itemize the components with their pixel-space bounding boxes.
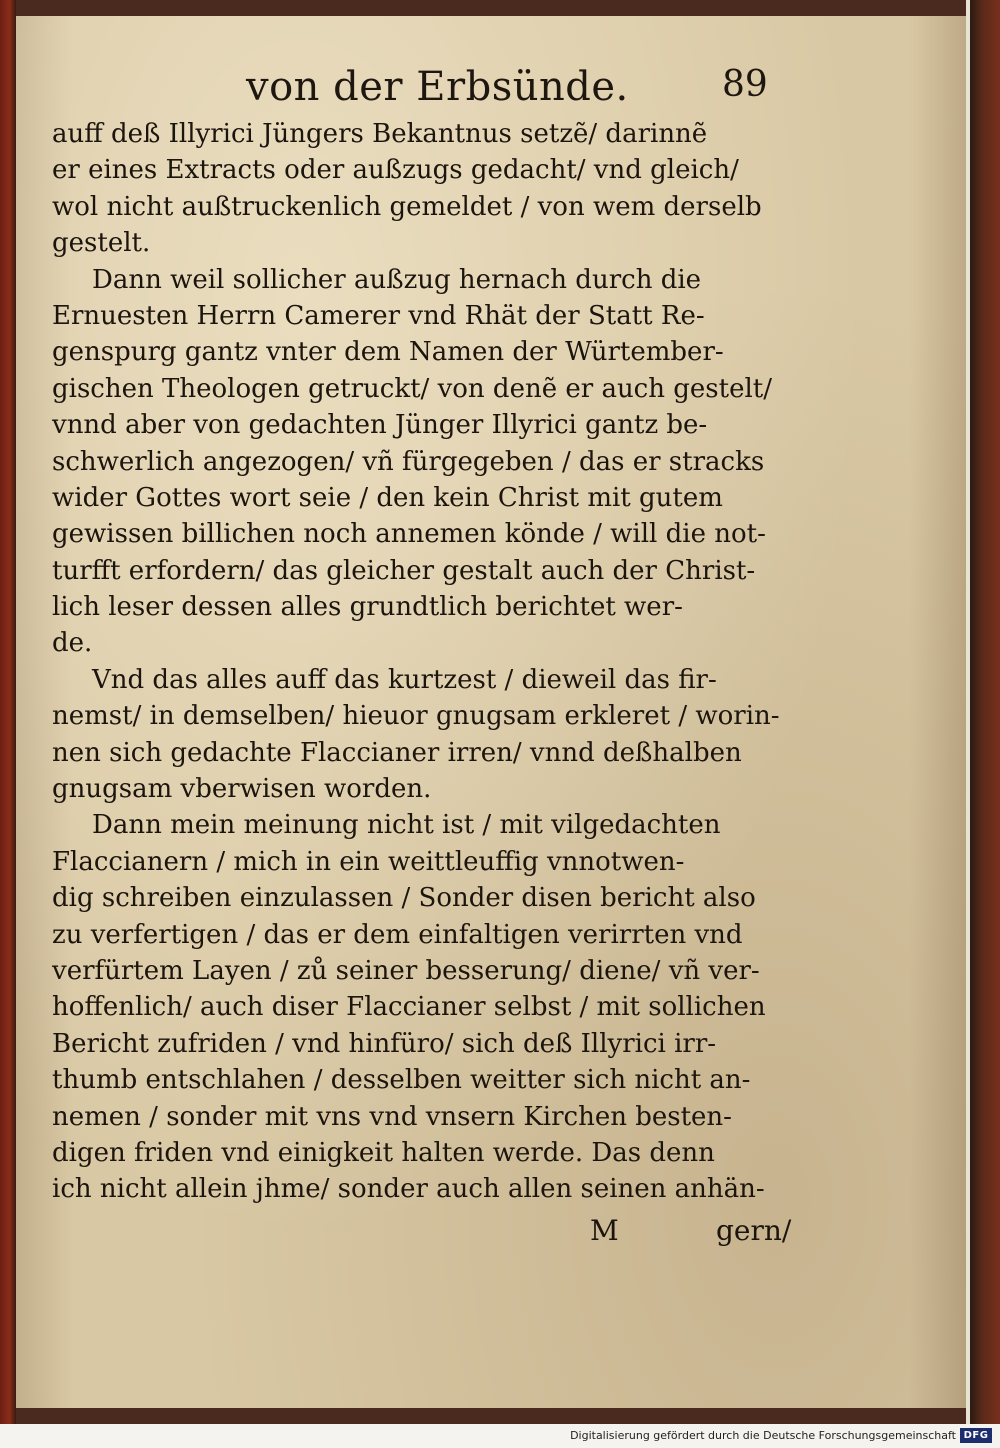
text-line: Ernuesten Herrn Camerer vnd Rhät der Statt Re- [52, 300, 705, 331]
text-line: thumb entschlahen / desselben weitter sich nicht an- [52, 1065, 751, 1096]
text-line: dig schreiben einzulassen / Sonder disen bericht also [52, 883, 756, 914]
text-line: gnugsam vberwisen worden. [52, 774, 432, 805]
text-line: Dann weil sollicher außzug hernach durch die [92, 264, 702, 295]
dfg-logo-icon: DFG [960, 1428, 992, 1443]
footer-bar [0, 1424, 1000, 1448]
body-text [52, 116, 798, 1208]
text-line: auff deß Illyrici Jüngers Bekantnus setzẽ/ darinnẽ [52, 119, 708, 149]
text-line: er eines Extracts oder außzugs gedacht/ vnd gleich/ [52, 155, 739, 186]
text-line: vnnd aber von gedachten Jünger Illyrici gantz be- [52, 410, 708, 441]
catchword: gern/ [716, 1214, 792, 1247]
text-line: wol nicht außtruckenlich gemeldet / von wem derselb [52, 191, 762, 222]
text-line: genspurg gantz vnter dem Namen der Würtember- [52, 337, 724, 368]
text-line: gewissen billichen noch annemen könde / will die not- [52, 519, 766, 550]
text-line: de. [52, 628, 93, 659]
text-line: Vnd das alles auff das kurtzest / dieweil das fir- [92, 664, 717, 695]
text-line: schwerlich angezogen/ vñ fürgegeben / das er stracks [52, 446, 765, 477]
page-number: 89 [722, 64, 768, 105]
running-head: von der Erbsünde. [246, 64, 629, 110]
text-line: lich leser dessen alles grundtlich berichtet wer- [52, 592, 683, 623]
text-line: Flaccianern / mich in ein weittleuffig vnnotwen- [52, 846, 685, 877]
text-line: wider Gottes wort seie / den kein Christ mit gutem [52, 482, 723, 513]
text-line: nemst/ in demselben/ hieuor gnugsam erkleret / worin- [52, 701, 780, 732]
page-header [0, 60, 1000, 120]
text-line: turfft erfordern/ das gleicher gestalt auch der Christ- [52, 555, 756, 586]
text-line: digen friden vnd einigkeit halten werde. Das denn [52, 1137, 715, 1168]
text-line: nemen / sonder mit vns vnd vnsern Kirchen besten- [52, 1101, 732, 1132]
text-line: Dann mein meinung nicht ist / mit vilgedachten [92, 810, 721, 841]
text-line: gestelt. [52, 228, 151, 259]
funding-credit: Digitalisierung gefördert durch die Deutsche Forschungsgemeinschaft [570, 1429, 956, 1442]
catch-line [0, 1210, 1000, 1250]
text-line: gischen Theologen getruckt/ von denẽ er auch gestelt/ [52, 373, 772, 404]
text-line: verfürtem Layen / zů seiner besserung/ diene/ vñ ver- [52, 955, 760, 986]
text-line: zu verfertigen / das er dem einfaltigen verirrten vnd [52, 919, 743, 950]
text-line: Bericht zufriden / vnd hinfüro/ sich deß Illyrici irr- [52, 1028, 717, 1059]
text-line: ich nicht allein jhme/ sonder auch allen seinen anhän- [52, 1174, 765, 1205]
text-line: nen sich gedachte Flaccianer irren/ vnnd deßhalben [52, 737, 742, 768]
signature-mark: M [590, 1214, 619, 1247]
text-line: hoffenlich/ auch diser Flaccianer selbst / mit sollichen [52, 992, 766, 1023]
